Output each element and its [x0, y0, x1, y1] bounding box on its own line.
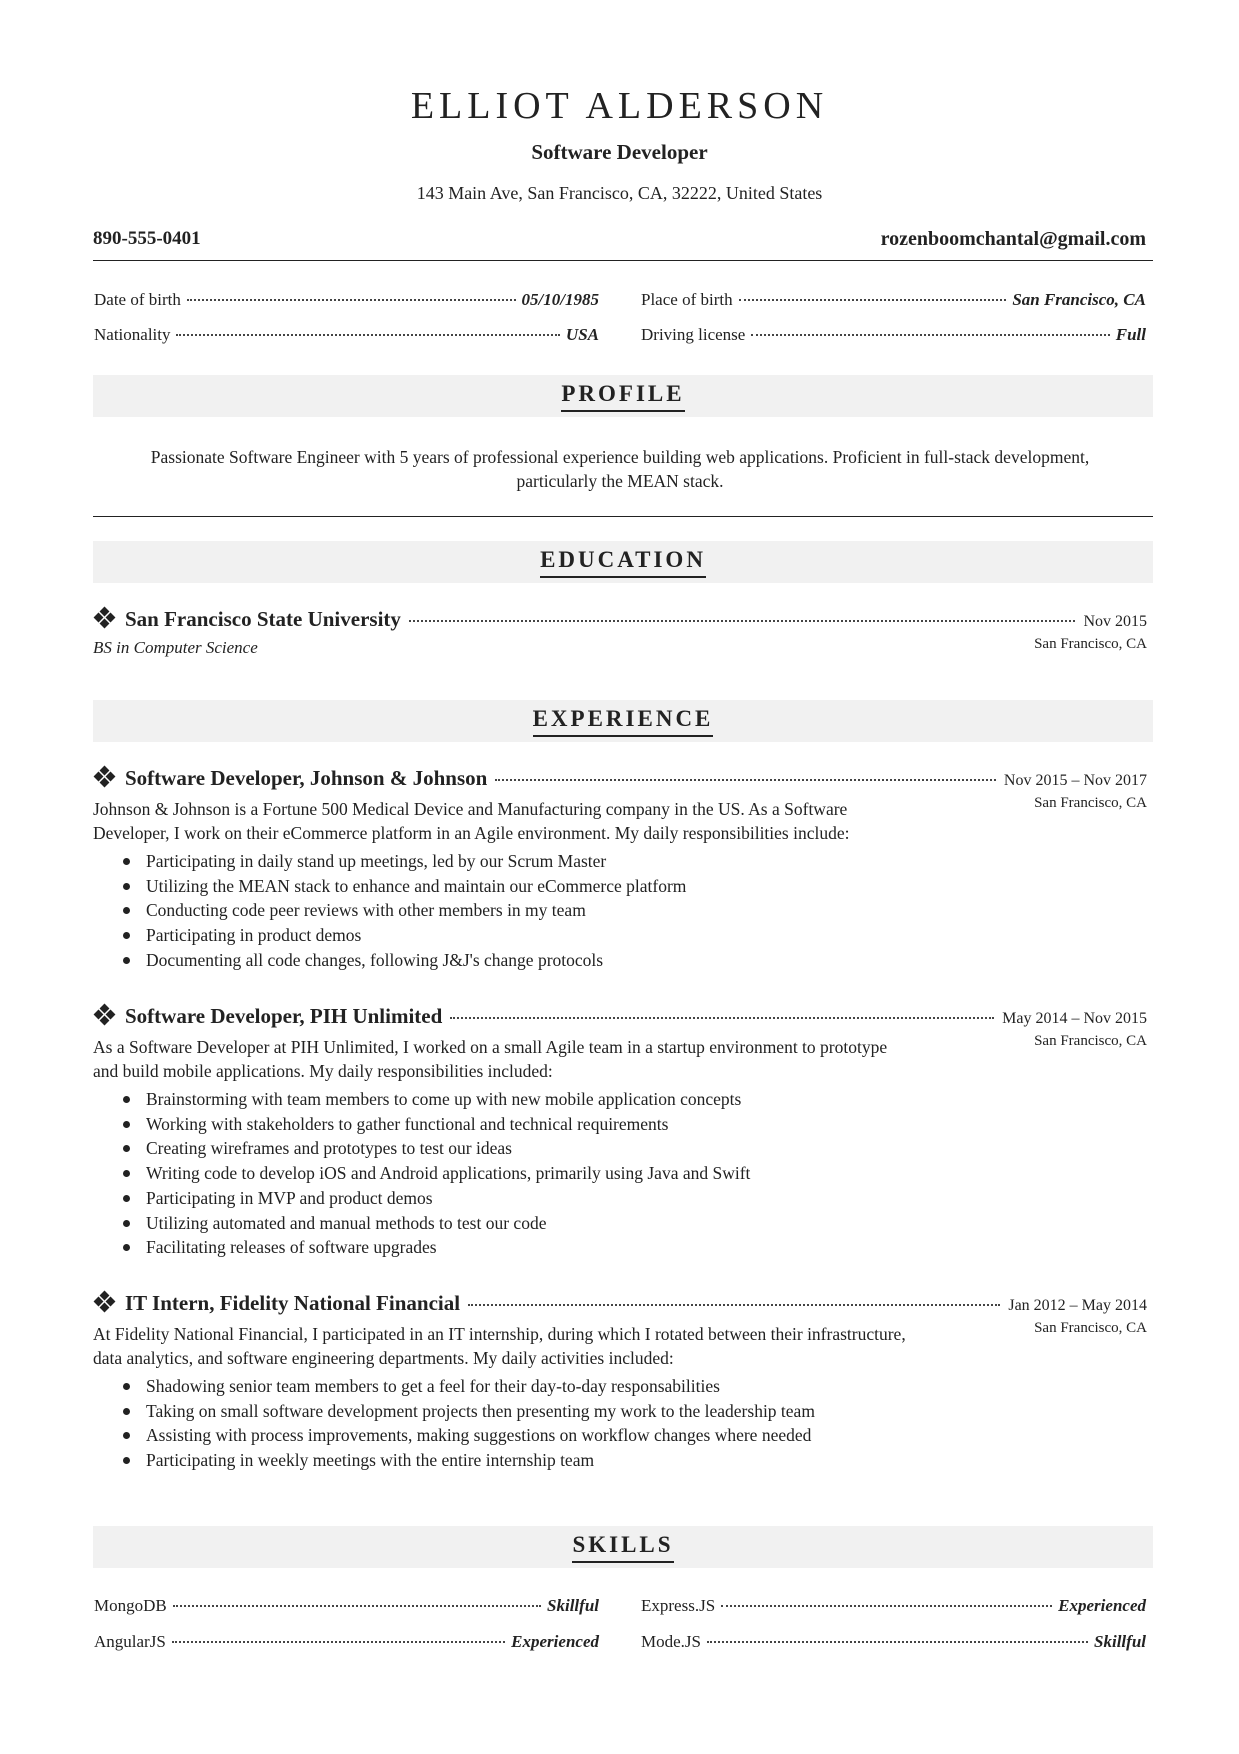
dot-leader	[173, 1605, 541, 1607]
dot-leader	[721, 1605, 1052, 1607]
dot-leader	[751, 334, 1109, 336]
header-divider	[93, 260, 1153, 261]
list-item: Taking on small software development projects then presenting my work to the leadership team	[146, 1399, 1153, 1424]
list-item: Shadowing senior team members to get a feel for their day-to-day responsabilities	[146, 1374, 1153, 1399]
list-item: Writing code to develop iOS and Android applications, primarily using Java and Swift	[146, 1161, 1153, 1186]
list-item: Creating wireframes and prototypes to test our ideas	[146, 1136, 1153, 1161]
skill-row	[641, 1596, 1146, 1616]
personal-value: Full	[1115, 325, 1146, 344]
email-address: rozenboomchantal@gmail.com	[880, 228, 1146, 250]
dot-leader	[495, 779, 996, 781]
personal-value: San Francisco, CA	[1012, 290, 1146, 309]
dot-leader	[707, 1641, 1088, 1643]
job-location: San Francisco, CA	[1034, 1320, 1147, 1336]
list-item: Facilitating releases of software upgrades	[146, 1235, 1153, 1260]
education-entry	[93, 606, 1153, 658]
job-heading: Software Developer, PIH Unlimited	[125, 1004, 443, 1028]
dot-leader	[172, 1641, 505, 1643]
personal-label: Place of birth	[641, 290, 733, 309]
phone-number: 890-555-0401	[93, 228, 201, 249]
address: 143 Main Ave, San Francisco, CA, 32222, United States	[416, 183, 823, 203]
list-item: Utilizing automated and manual methods to test our code	[146, 1211, 1153, 1236]
job-date: May 2014 – Nov 2015	[1002, 1010, 1147, 1027]
job-title: Software Developer	[531, 140, 708, 164]
list-item: Brainstorming with team members to come up with new mobile application concepts	[146, 1087, 1153, 1112]
personal-label: Date of birth	[94, 290, 181, 309]
personal-label: Nationality	[94, 325, 171, 344]
profile-summary: Passionate Software Engineer with 5 years of professional experience building web applications. Proficient in full-stack development, particularly the MEAN stack.	[150, 447, 1090, 491]
skill-level: Experienced	[1058, 1596, 1146, 1615]
job-date: Nov 2015 – Nov 2017	[1003, 772, 1147, 789]
list-item: Working with stakeholders to gather functional and technical requirements	[146, 1112, 1153, 1137]
school-name: San Francisco State University	[125, 607, 401, 631]
list-item: Documenting all code changes, following J&J's change protocols	[146, 948, 1153, 973]
personal-row-dob	[94, 290, 599, 310]
personal-row-pob	[641, 290, 1146, 310]
job-heading: IT Intern, Fidelity National Financial	[125, 1291, 461, 1315]
diamond-bullet-icon	[95, 608, 115, 628]
skill-level: Skillful	[1094, 1632, 1146, 1651]
section-profile	[93, 375, 1153, 417]
section-education	[93, 541, 1153, 583]
job-bullets	[93, 1374, 1153, 1473]
section-title: SKILLS	[572, 1532, 673, 1563]
job-description: As a Software Developer at PIH Unlimited, I worked on a small Agile team in a startup environment to prototype and build mobile applications. My daily responsibilities included:	[93, 1037, 888, 1081]
diamond-bullet-icon	[95, 1292, 115, 1312]
dot-leader	[409, 620, 1076, 622]
job-date: Jan 2012 – May 2014	[1008, 1297, 1147, 1314]
job-bullets	[93, 1087, 1153, 1260]
personal-row-nationality	[94, 325, 599, 345]
skill-row	[94, 1596, 599, 1616]
dot-leader	[176, 334, 559, 336]
section-title: EDUCATION	[540, 547, 706, 578]
skill-level: Skillful	[547, 1596, 599, 1615]
list-item: Participating in MVP and product demos	[146, 1186, 1153, 1211]
list-item: Participating in weekly meetings with the entire internship team	[146, 1448, 1153, 1473]
list-item: Assisting with process improvements, making suggestions on workflow changes where needed	[146, 1423, 1153, 1448]
experience-entry-2	[93, 1003, 1153, 1260]
personal-value: 05/10/1985	[521, 290, 599, 309]
skill-level: Experienced	[511, 1632, 599, 1651]
personal-label: Driving license	[641, 325, 746, 344]
dot-leader	[450, 1017, 994, 1019]
skill-name: Express.JS	[641, 1596, 716, 1615]
section-title: PROFILE	[561, 381, 684, 412]
job-location: San Francisco, CA	[1034, 795, 1147, 811]
experience-entry-3	[93, 1290, 1153, 1473]
job-heading: Software Developer, Johnson & Johnson	[125, 766, 488, 790]
job-description: At Fidelity National Financial, I participated in an IT internship, during which I rotated between their infrastructure, data analytics, and software engineering departments. My daily activities included:	[93, 1324, 906, 1368]
list-item: Conducting code peer reviews with other members in my team	[146, 898, 1153, 923]
list-item: Utilizing the MEAN stack to enhance and maintain our eCommerce platform	[146, 874, 1153, 899]
diamond-bullet-icon	[95, 1005, 115, 1025]
job-location: San Francisco, CA	[1034, 1033, 1147, 1049]
dot-leader	[187, 299, 516, 301]
degree: BS in Computer Science	[93, 638, 258, 657]
personal-value: USA	[565, 325, 599, 344]
dot-leader	[739, 299, 1007, 301]
skill-name: Mode.JS	[641, 1632, 701, 1651]
dot-leader	[468, 1304, 1000, 1306]
section-skills	[93, 1526, 1153, 1568]
education-date: Nov 2015	[1083, 613, 1147, 630]
section-experience	[93, 700, 1153, 742]
skill-name: MongoDB	[94, 1596, 167, 1615]
list-item: Participating in daily stand up meetings, led by our Scrum Master	[146, 849, 1153, 874]
education-location: San Francisco, CA	[1034, 636, 1147, 652]
section-title: EXPERIENCE	[533, 706, 714, 737]
skill-name: AngularJS	[94, 1632, 166, 1651]
skill-row	[641, 1632, 1146, 1652]
personal-row-license	[641, 325, 1146, 345]
job-description: Johnson & Johnson is a Fortune 500 Medical Device and Manufacturing company in the US. As a Software Developer, I work on their eCommerce platform in an Agile environment. My daily responsibilities include:	[93, 799, 850, 843]
experience-entry-1	[93, 765, 1153, 973]
job-bullets	[93, 849, 1153, 973]
candidate-name: ELLIOT ALDERSON	[410, 85, 829, 127]
skill-row	[94, 1632, 599, 1652]
profile-divider	[93, 516, 1153, 517]
diamond-bullet-icon	[95, 767, 115, 787]
list-item: Participating in product demos	[146, 923, 1153, 948]
